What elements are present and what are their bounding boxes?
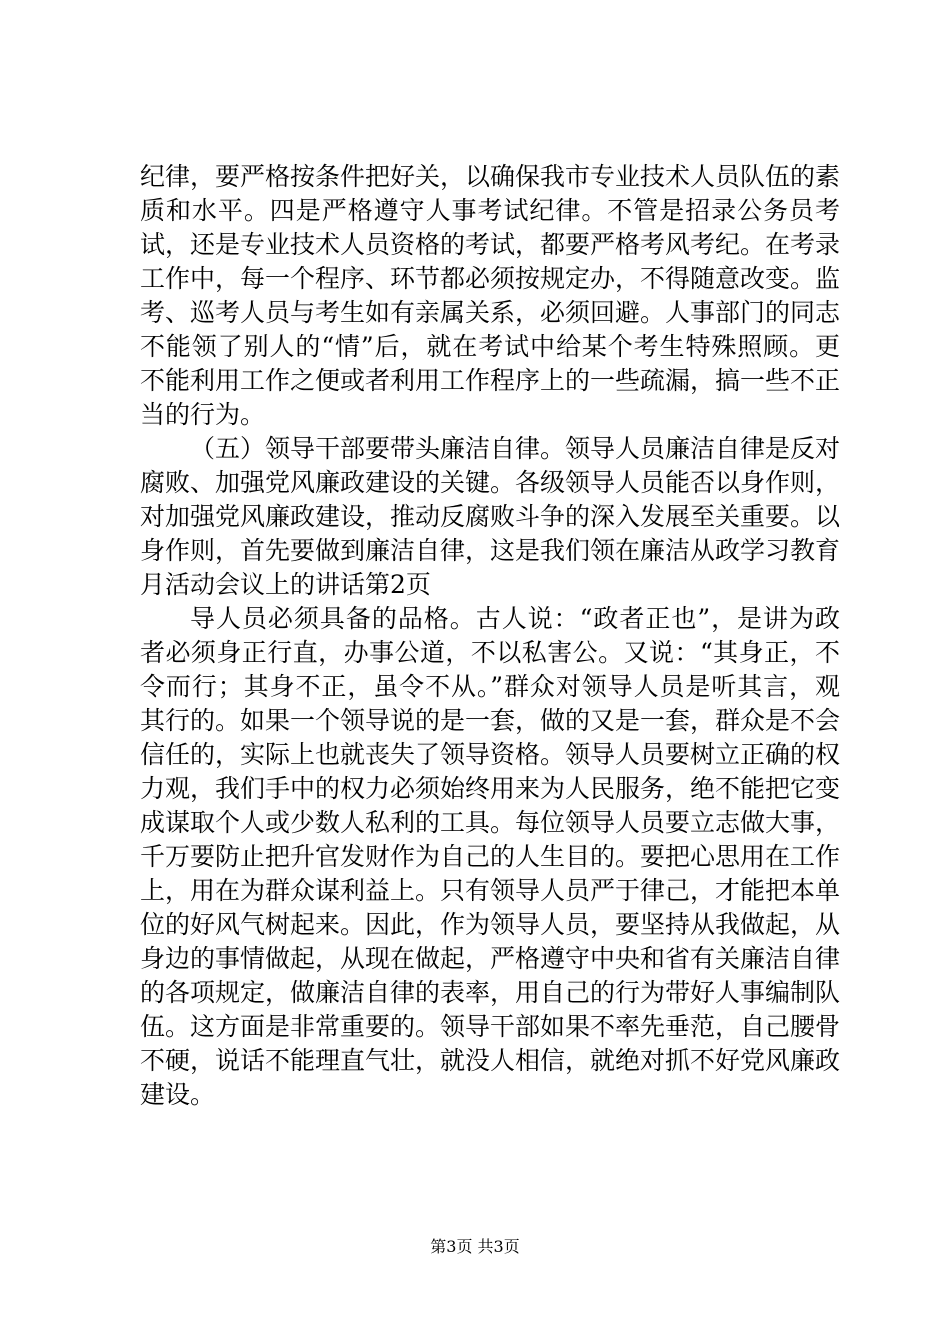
page-footer: 第3页 共3页 bbox=[430, 1237, 520, 1256]
paragraph-2: （五）领导干部要带头廉洁自律。领导人员廉洁自律是反对腐败、加强党风廉政建设的关键。各级领导人员能否以身作则，对加强党风廉政建设，推动反腐败斗争的深入发展至关重要。以身作则，首先要做到廉洁自律，这是我们领在廉洁从政学习教育月活动会议上的讲话第2页 bbox=[140, 434, 841, 599]
document-body bbox=[140, 160, 840, 1112]
paragraph-3: 导人员必须具备的品格。古人说：“政者正也”，是讲为政者必须身正行直，办事公道，不以私害公。又说：“其身正，不令而行；其身不正，虽令不从。”群众对领导人员是听其言，观其行的。如果一个领导说的是一套，做的又是一套，群众是不会信任的，实际上也就丧失了领导资格。领导人员要树立正确的权力观，我们手中的权力必须始终用来为人民服务，绝不能把它变成谋取个人或少数人私利的工具。每位领导人员要立志做大事，千万要防止把升官发财作为自己的人生目的。要把心思用在工作上，用在为群众谋利益上。只有领导人员严于律己，才能把本单位的好风气树起来。因此，作为领导人员，要坚持从我做起，从身边的事情做起，从现在做起，严格遵守中央和省有关廉洁自律的各项规定，做廉洁自律的表率，用自己的行为带好人事编制队伍。这方面是非常重要的。领导干部如果不率先垂范，自己腰骨不硬，说话不能理直气壮，就没人相信，就绝对抓不好党风廉政建设。 bbox=[140, 604, 841, 1109]
paragraph-1: 纪律，要严格按条件把好关，以确保我市专业技术人员队伍的素质和水平。四是严格遵守人事考试纪律。不管是招录公务员考试，还是专业技术人员资格的考试，都要严格考风考纪。在考录工作中，每一个程序、环节都必须按规定办，不得随意改变。监考、巡考人员与考生如有亲属关系，必须回避。人事部门的同志不能领了别人的“情”后，就在考试中给某个考生特殊照顾。更不能利用工作之便或者利用工作程序上的一些疏漏，搞一些不正当的行为。 bbox=[140, 162, 841, 429]
